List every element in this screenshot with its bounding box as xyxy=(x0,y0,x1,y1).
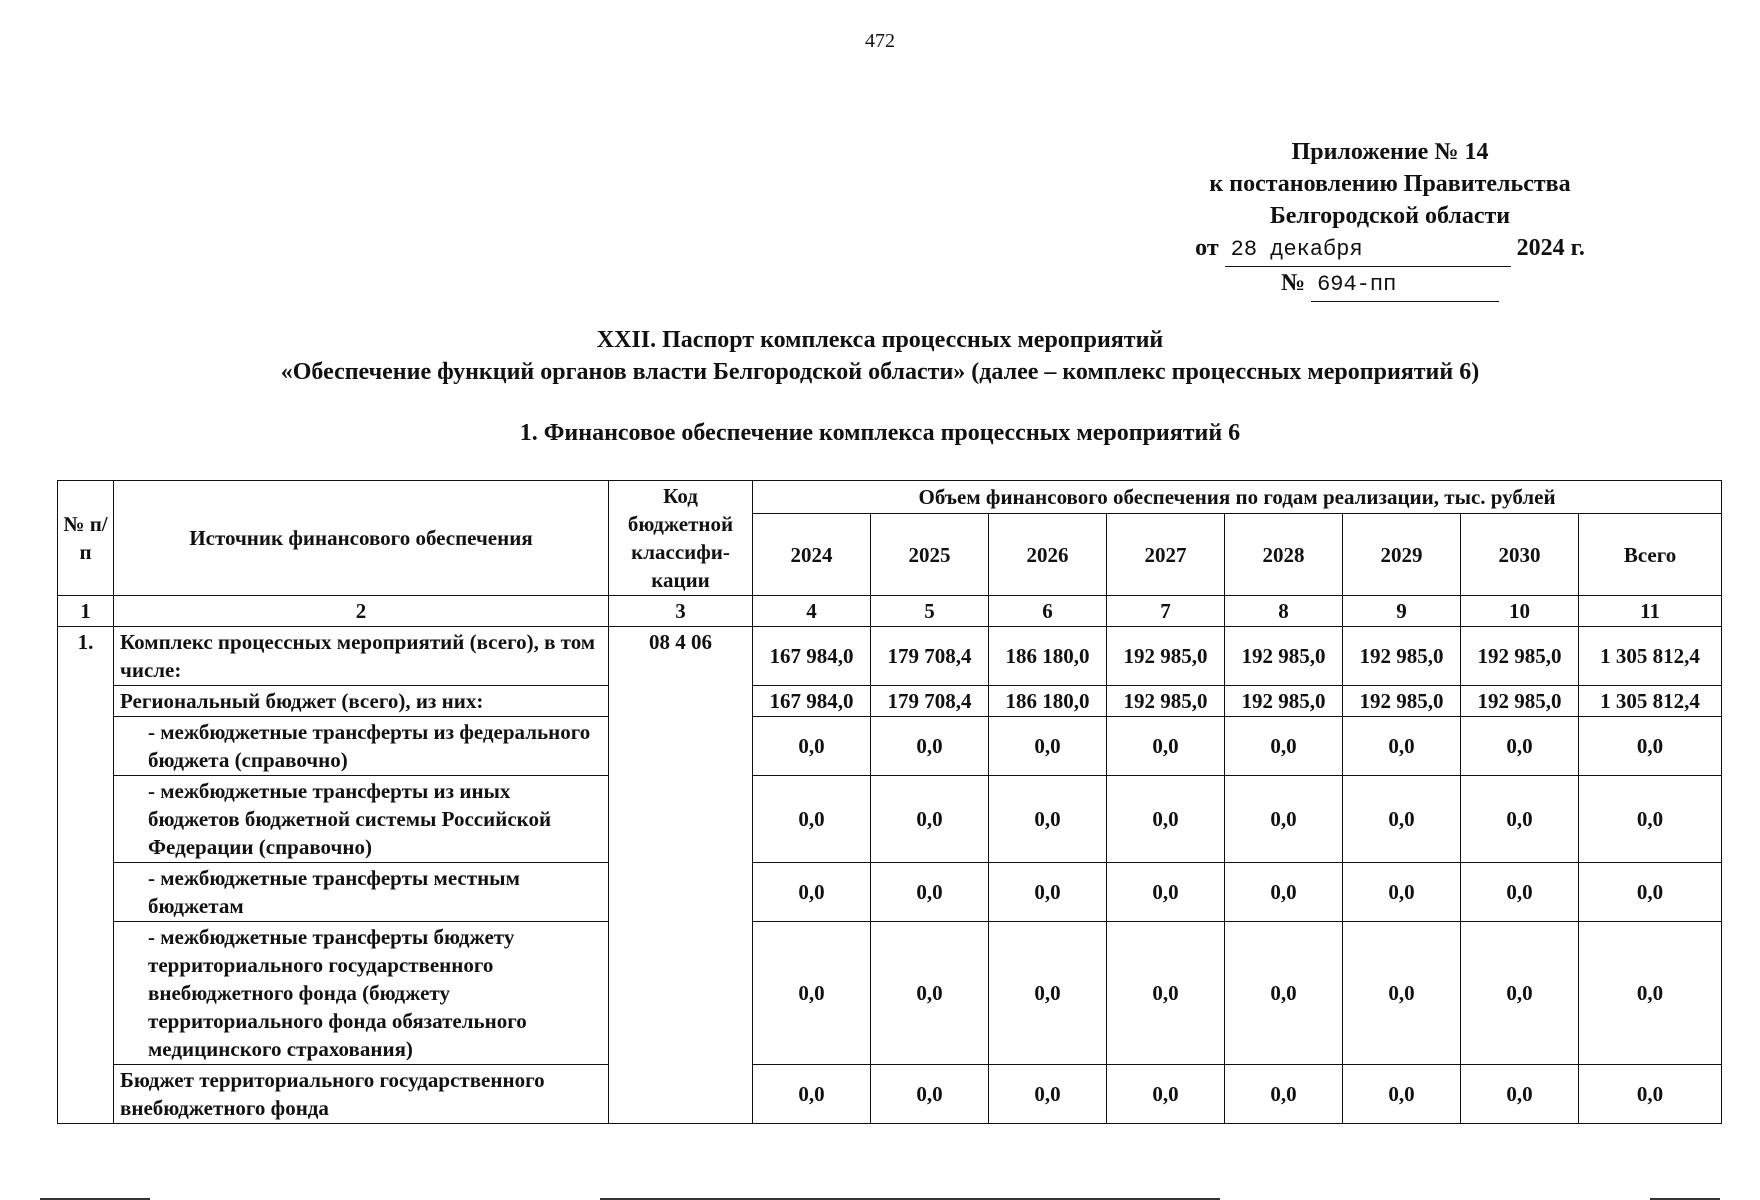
value-cell: 0,0 xyxy=(1225,1065,1343,1124)
value-cell: 186 180,0 xyxy=(989,627,1107,686)
value-cell: 0,0 xyxy=(1107,922,1225,1065)
header-year: 2026 xyxy=(989,514,1107,596)
column-number: 1 xyxy=(58,596,114,627)
value-cell: 0,0 xyxy=(1107,776,1225,863)
value-cell: 0,0 xyxy=(1343,776,1461,863)
value-cell: 192 985,0 xyxy=(1461,627,1579,686)
source-cell: - межбюджетные трансферты из федерального бюджета (справочно) xyxy=(114,717,609,776)
header-year: 2029 xyxy=(1343,514,1461,596)
value-cell: 0,0 xyxy=(753,776,871,863)
value-cell: 0,0 xyxy=(989,776,1107,863)
column-number: 9 xyxy=(1343,596,1461,627)
total-cell: 0,0 xyxy=(1579,776,1722,863)
header-year: 2030 xyxy=(1461,514,1579,596)
value-cell: 192 985,0 xyxy=(1461,686,1579,717)
column-number: 3 xyxy=(609,596,753,627)
value-cell: 0,0 xyxy=(1461,1065,1579,1124)
financing-table xyxy=(57,480,1722,1124)
value-cell: 0,0 xyxy=(1343,922,1461,1065)
total-cell: 1 305 812,4 xyxy=(1579,627,1722,686)
column-number: 7 xyxy=(1107,596,1225,627)
total-cell: 0,0 xyxy=(1579,863,1722,922)
appendix-date-line xyxy=(1160,232,1620,267)
header-total: Всего xyxy=(1579,514,1722,596)
table-row xyxy=(58,863,1722,922)
value-cell: 0,0 xyxy=(1225,717,1343,776)
source-cell: Региональный бюджет (всего), из них: xyxy=(114,686,609,717)
number-value: 694-пп xyxy=(1311,269,1499,302)
value-cell: 0,0 xyxy=(1343,717,1461,776)
source-cell: - межбюджетные трансферты из иных бюджетов бюджетной системы Российской Федерации (справочно) xyxy=(114,776,609,863)
header-source: Источник финансового обеспечения xyxy=(114,481,609,596)
value-cell: 0,0 xyxy=(989,922,1107,1065)
value-cell: 179 708,4 xyxy=(871,686,989,717)
value-cell: 0,0 xyxy=(871,717,989,776)
value-cell: 0,0 xyxy=(1225,922,1343,1065)
value-cell: 186 180,0 xyxy=(989,686,1107,717)
value-cell: 0,0 xyxy=(1107,717,1225,776)
value-cell: 0,0 xyxy=(1225,776,1343,863)
value-cell: 0,0 xyxy=(989,1065,1107,1124)
column-number: 2 xyxy=(114,596,609,627)
value-cell: 0,0 xyxy=(753,922,871,1065)
value-cell: 0,0 xyxy=(1461,717,1579,776)
appendix-line-3: Белгородской области xyxy=(1269,203,1511,229)
value-cell: 0,0 xyxy=(753,717,871,776)
column-number: 4 xyxy=(753,596,871,627)
row-number: 1. xyxy=(58,627,114,1124)
section-title-line-2: «Обеспечение функций органов власти Белгородской области» (далее – комплекс процессных мероприятий 6) xyxy=(280,359,1480,385)
page-number: 472 xyxy=(865,30,895,52)
value-cell: 0,0 xyxy=(1107,1065,1225,1124)
header-code: Код бюджетной классифи-кации xyxy=(609,481,753,596)
header-year: 2024 xyxy=(753,514,871,596)
value-cell: 179 708,4 xyxy=(871,627,989,686)
date-prefix: от xyxy=(1195,235,1219,261)
value-cell: 0,0 xyxy=(1461,863,1579,922)
section-title xyxy=(0,324,1760,388)
appendix-line-1: Приложение № 14 xyxy=(1291,139,1489,165)
appendix-header xyxy=(1160,136,1620,302)
value-cell: 0,0 xyxy=(1343,863,1461,922)
value-cell: 0,0 xyxy=(989,717,1107,776)
column-number: 5 xyxy=(871,596,989,627)
value-cell: 192 985,0 xyxy=(1225,627,1343,686)
total-cell: 1 305 812,4 xyxy=(1579,686,1722,717)
column-number: 10 xyxy=(1461,596,1579,627)
value-cell: 192 985,0 xyxy=(1107,627,1225,686)
value-cell: 0,0 xyxy=(1107,863,1225,922)
header-year: 2025 xyxy=(871,514,989,596)
value-cell: 0,0 xyxy=(1225,863,1343,922)
value-cell: 192 985,0 xyxy=(1343,627,1461,686)
source-cell: - межбюджетные трансферты бюджету территориального государственного внебюджетного фонда (бюджету территориального фонда обязательного медицинского страхования) xyxy=(114,922,609,1065)
appendix-number-line xyxy=(1160,267,1620,302)
column-number-row xyxy=(58,596,1722,627)
date-value: 28 декабря xyxy=(1225,234,1511,267)
source-cell: Бюджет территориального государственного внебюджетного фонда xyxy=(114,1065,609,1124)
total-cell: 0,0 xyxy=(1579,717,1722,776)
budget-code: 08 4 06 xyxy=(609,627,753,1124)
header-volume: Объем финансового обеспечения по годам реализации, тыс. рублей xyxy=(753,481,1722,514)
value-cell: 0,0 xyxy=(753,863,871,922)
header-year: 2027 xyxy=(1107,514,1225,596)
value-cell: 0,0 xyxy=(871,1065,989,1124)
header-year: 2028 xyxy=(1225,514,1343,596)
table-row xyxy=(58,627,1722,686)
value-cell: 0,0 xyxy=(1461,922,1579,1065)
subsection-title: 1. Финансовое обеспечение комплекса процессных мероприятий 6 xyxy=(519,420,1241,446)
number-prefix: № xyxy=(1280,270,1306,296)
table-row xyxy=(58,1065,1722,1124)
value-cell: 0,0 xyxy=(1343,1065,1461,1124)
source-cell: - межбюджетные трансферты местным бюджетам xyxy=(114,863,609,922)
value-cell: 192 985,0 xyxy=(1225,686,1343,717)
header-num: № п/п xyxy=(58,481,114,596)
value-cell: 0,0 xyxy=(871,776,989,863)
value-cell: 167 984,0 xyxy=(753,627,871,686)
total-cell: 0,0 xyxy=(1579,1065,1722,1124)
table-row xyxy=(58,717,1722,776)
total-cell: 0,0 xyxy=(1579,922,1722,1065)
column-number: 6 xyxy=(989,596,1107,627)
table-row xyxy=(58,776,1722,863)
table-row xyxy=(58,686,1722,717)
value-cell: 192 985,0 xyxy=(1343,686,1461,717)
value-cell: 0,0 xyxy=(753,1065,871,1124)
value-cell: 0,0 xyxy=(871,922,989,1065)
value-cell: 0,0 xyxy=(1461,776,1579,863)
value-cell: 0,0 xyxy=(989,863,1107,922)
appendix-line-2: к постановлению Правительства xyxy=(1209,171,1571,197)
value-cell: 192 985,0 xyxy=(1107,686,1225,717)
source-cell: Комплекс процессных мероприятий (всего), в том числе: xyxy=(114,627,609,686)
table-row xyxy=(58,922,1722,1065)
date-suffix: 2024 г. xyxy=(1516,235,1585,261)
column-number: 8 xyxy=(1225,596,1343,627)
column-number: 11 xyxy=(1579,596,1722,627)
section-title-line-1: XXII. Паспорт комплекса процессных мероприятий xyxy=(596,327,1164,353)
value-cell: 167 984,0 xyxy=(753,686,871,717)
value-cell: 0,0 xyxy=(871,863,989,922)
